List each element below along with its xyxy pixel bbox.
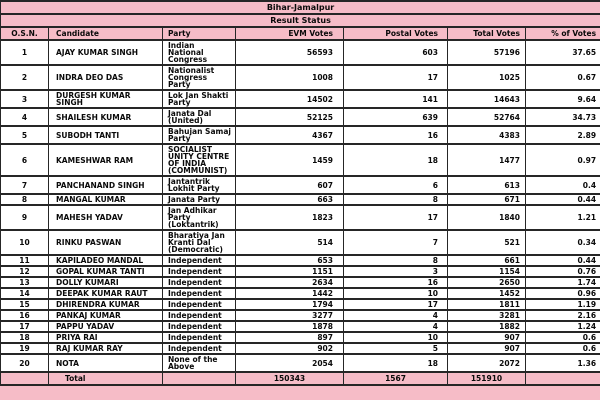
table-row [1,144,600,176]
total-votes-cell: 907 [448,343,526,354]
table-row [1,288,600,299]
pct-votes-cell: 0.76 [526,266,600,277]
total-total-votes-cell: 151910 [448,372,526,385]
osn-cell: 7 [1,176,49,194]
postal-votes-cell: 17 [344,299,448,310]
table-row [1,321,600,332]
pct-votes-cell: 1.21 [526,205,600,230]
column-header-row [1,27,600,40]
osn-cell: 20 [1,354,49,372]
total-osn-cell [1,372,49,385]
party-cell: Independent [163,266,236,277]
candidate-cell: PRIYA RAI [49,332,163,343]
pct-votes-cell: 0.34 [526,230,600,255]
party-cell: Bharatiya Jan Kranti Dal (Democratic) [163,230,236,255]
pct-votes-cell: 1.24 [526,321,600,332]
evm-votes-cell: 902 [236,343,344,354]
table-row [1,299,600,310]
osn-cell: 1 [1,40,49,65]
total-votes-cell: 661 [448,255,526,266]
osn-cell: 11 [1,255,49,266]
postal-votes-cell: 10 [344,288,448,299]
party-cell: Independent [163,299,236,310]
party-cell: None of the Above [163,354,236,372]
pct-votes-cell: 9.64 [526,90,600,108]
col-header-osn: O.S.N. [1,27,49,40]
party-cell: Jantantrik Lokhit Party [163,176,236,194]
subtitle-row [1,14,600,27]
evm-votes-cell: 1442 [236,288,344,299]
total-votes-cell: 2650 [448,277,526,288]
total-votes-cell: 1154 [448,266,526,277]
table-row [1,266,600,277]
candidate-cell: AJAY KUMAR SINGH [49,40,163,65]
total-label-cell: Total [49,372,163,385]
party-cell: Indian National Congress [163,40,236,65]
postal-votes-cell: 18 [344,144,448,176]
postal-votes-cell: 6 [344,176,448,194]
postal-votes-cell: 17 [344,205,448,230]
title-row [1,1,600,14]
party-cell: Independent [163,310,236,321]
table-row [1,194,600,205]
osn-cell: 2 [1,65,49,90]
pct-votes-cell: 2.89 [526,126,600,144]
candidate-cell: KAMESHWAR RAM [49,144,163,176]
pct-votes-cell: 1.36 [526,354,600,372]
candidate-cell: PAPPU YADAV [49,321,163,332]
postal-votes-cell: 16 [344,277,448,288]
evm-votes-cell: 14502 [236,90,344,108]
evm-votes-cell: 4367 [236,126,344,144]
table-row [1,90,600,108]
party-cell: Janata Dal (United) [163,108,236,126]
total-votes-cell: 1452 [448,288,526,299]
total-votes-cell: 1025 [448,65,526,90]
pct-votes-cell: 2.16 [526,310,600,321]
postal-votes-cell: 17 [344,65,448,90]
table-row [1,255,600,266]
pct-votes-cell: 34.73 [526,108,600,126]
candidate-cell: SHAILESH KUMAR [49,108,163,126]
col-header-total-votes: Total Votes [448,27,526,40]
candidate-cell: DEEPAK KUMAR RAUT [49,288,163,299]
total-votes-cell: 52764 [448,108,526,126]
candidate-cell: PANCHANAND SINGH [49,176,163,194]
table-row [1,343,600,354]
candidate-cell: RINKU PASWAN [49,230,163,255]
postal-votes-cell: 603 [344,40,448,65]
col-header-pct-votes: % of Votes [526,27,600,40]
party-cell: Nationalist Congress Party [163,65,236,90]
pct-votes-cell: 0.97 [526,144,600,176]
evm-votes-cell: 2634 [236,277,344,288]
table-row [1,332,600,343]
table-row [1,176,600,194]
table-row [1,277,600,288]
total-votes-cell: 4383 [448,126,526,144]
candidate-cell: SUBODH TANTI [49,126,163,144]
party-cell: SOCIALIST UNITY CENTRE OF INDIA (COMMUNIST) [163,144,236,176]
total-votes-cell: 1840 [448,205,526,230]
table-row [1,65,600,90]
evm-votes-cell: 1459 [236,144,344,176]
evm-votes-cell: 1794 [236,299,344,310]
party-cell: Jan Adhikar Party (Loktantrik) [163,205,236,230]
constituency-title: Bihar-Jamalpur [1,1,600,14]
evm-votes-cell: 3277 [236,310,344,321]
col-header-party: Party [163,27,236,40]
col-header-candidate: Candidate [49,27,163,40]
postal-votes-cell: 639 [344,108,448,126]
col-header-postal-votes: Postal Votes [344,27,448,40]
total-postal-votes-cell: 1567 [344,372,448,385]
candidate-cell: PANKAJ KUMAR [49,310,163,321]
postal-votes-cell: 18 [344,354,448,372]
evm-votes-cell: 607 [236,176,344,194]
osn-cell: 14 [1,288,49,299]
candidate-cell: GOPAL KUMAR TANTI [49,266,163,277]
osn-cell: 16 [1,310,49,321]
results-body [1,40,600,372]
osn-cell: 12 [1,266,49,277]
total-votes-cell: 671 [448,194,526,205]
total-votes-cell: 907 [448,332,526,343]
total-votes-cell: 1882 [448,321,526,332]
postal-votes-cell: 4 [344,310,448,321]
pct-votes-cell: 37.65 [526,40,600,65]
postal-votes-cell: 5 [344,343,448,354]
party-cell: Bahujan Samaj Party [163,126,236,144]
candidate-cell: MAHESH YADAV [49,205,163,230]
party-cell: Independent [163,343,236,354]
candidate-cell: NOTA [49,354,163,372]
osn-cell: 10 [1,230,49,255]
result-status-heading: Result Status [1,14,600,27]
table-row [1,40,600,65]
pct-votes-cell: 0.4 [526,176,600,194]
candidate-cell: INDRA DEO DAS [49,65,163,90]
pct-votes-cell: 0.67 [526,65,600,90]
candidate-cell: DOLLY KUMARI [49,277,163,288]
postal-votes-cell: 10 [344,332,448,343]
total-evm-votes-cell: 150343 [236,372,344,385]
evm-votes-cell: 1878 [236,321,344,332]
party-cell: Independent [163,332,236,343]
candidate-cell: DURGESH KUMAR SINGH [49,90,163,108]
pct-votes-cell: 1.74 [526,277,600,288]
evm-votes-cell: 2054 [236,354,344,372]
table-row [1,354,600,372]
evm-votes-cell: 897 [236,332,344,343]
pct-votes-cell: 0.6 [526,332,600,343]
pct-votes-cell: 1.19 [526,299,600,310]
evm-votes-cell: 663 [236,194,344,205]
total-party-cell [163,372,236,385]
evm-votes-cell: 653 [236,255,344,266]
osn-cell: 13 [1,277,49,288]
postal-votes-cell: 7 [344,230,448,255]
table-row [1,108,600,126]
pct-votes-cell: 0.6 [526,343,600,354]
postal-votes-cell: 8 [344,194,448,205]
pct-votes-cell: 0.44 [526,255,600,266]
party-cell: Independent [163,277,236,288]
osn-cell: 5 [1,126,49,144]
osn-cell: 15 [1,299,49,310]
table-row [1,230,600,255]
party-cell: Independent [163,255,236,266]
total-votes-cell: 3281 [448,310,526,321]
evm-votes-cell: 1008 [236,65,344,90]
total-pct-votes-cell [526,372,600,385]
candidate-cell: DHIRENDRA KUMAR [49,299,163,310]
candidate-cell: RAJ KUMAR RAY [49,343,163,354]
postal-votes-cell: 141 [344,90,448,108]
total-row [1,372,600,385]
table-row [1,310,600,321]
col-header-evm-votes: EVM Votes [236,27,344,40]
evm-votes-cell: 1823 [236,205,344,230]
evm-votes-cell: 56593 [236,40,344,65]
osn-cell: 17 [1,321,49,332]
osn-cell: 8 [1,194,49,205]
total-votes-cell: 57196 [448,40,526,65]
total-votes-cell: 2072 [448,354,526,372]
party-cell: Independent [163,288,236,299]
postal-votes-cell: 4 [344,321,448,332]
total-votes-cell: 1477 [448,144,526,176]
total-votes-cell: 613 [448,176,526,194]
osn-cell: 9 [1,205,49,230]
total-votes-cell: 14643 [448,90,526,108]
total-votes-cell: 1811 [448,299,526,310]
postal-votes-cell: 8 [344,255,448,266]
pct-votes-cell: 0.44 [526,194,600,205]
party-cell: Lok Jan Shakti Party [163,90,236,108]
candidate-cell: MANGAL KUMAR [49,194,163,205]
osn-cell: 6 [1,144,49,176]
postal-votes-cell: 16 [344,126,448,144]
pct-votes-cell: 0.96 [526,288,600,299]
evm-votes-cell: 1151 [236,266,344,277]
osn-cell: 3 [1,90,49,108]
candidate-cell: KAPILADEO MANDAL [49,255,163,266]
party-cell: Independent [163,321,236,332]
party-cell: Janata Party [163,194,236,205]
evm-votes-cell: 52125 [236,108,344,126]
postal-votes-cell: 3 [344,266,448,277]
table-row [1,126,600,144]
table-row [1,205,600,230]
osn-cell: 18 [1,332,49,343]
osn-cell: 19 [1,343,49,354]
evm-votes-cell: 514 [236,230,344,255]
total-votes-cell: 521 [448,230,526,255]
osn-cell: 4 [1,108,49,126]
